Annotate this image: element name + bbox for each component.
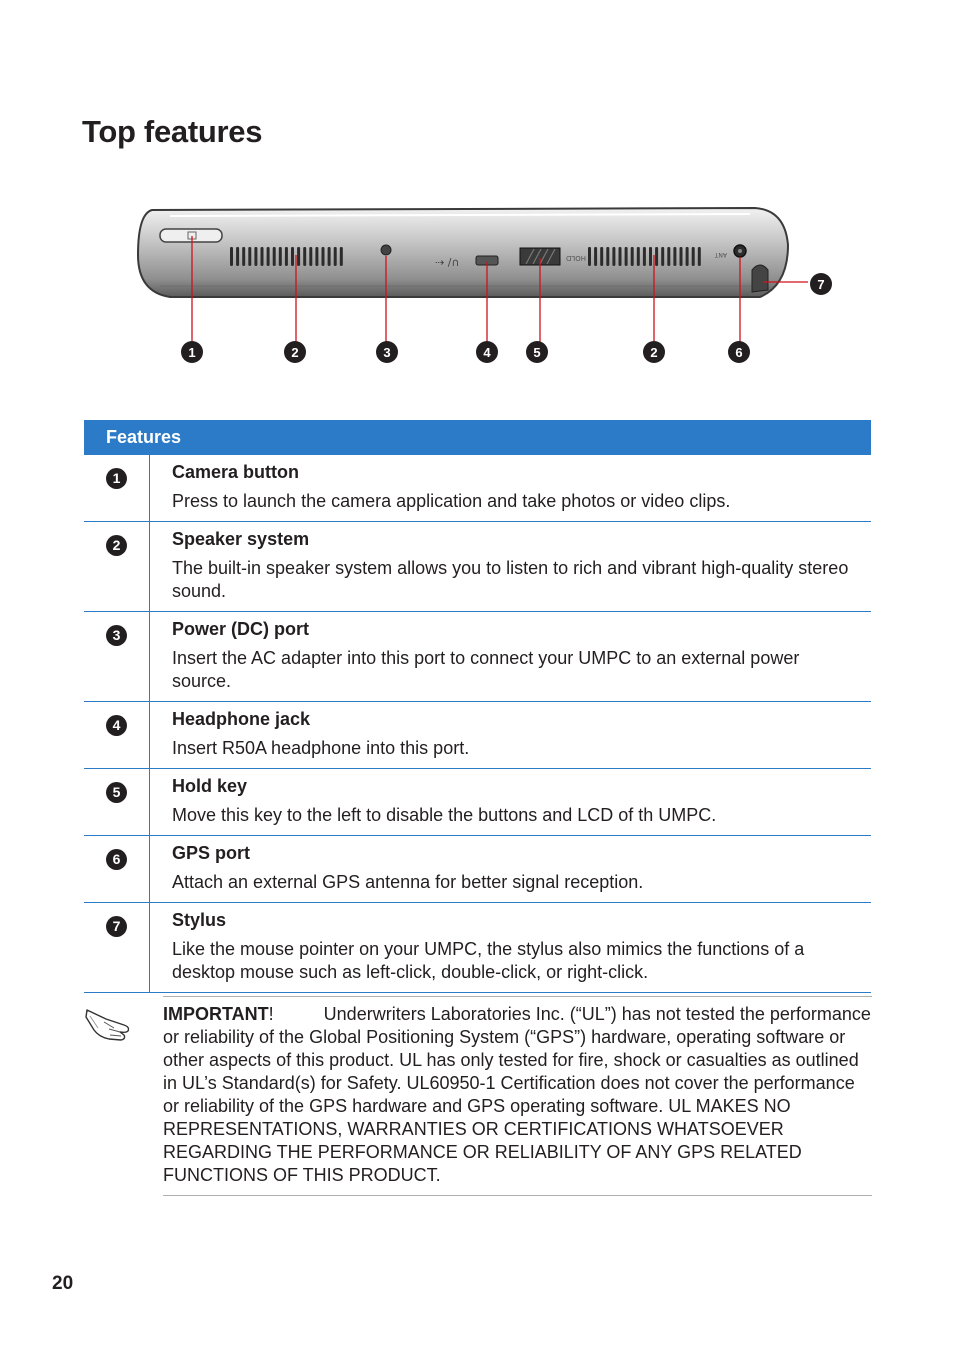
feature-number-cell (84, 836, 150, 903)
feature-description-cell (150, 455, 872, 522)
feature-name: Hold key (172, 776, 248, 796)
speaker-slot (248, 247, 251, 266)
speaker-slot (612, 247, 615, 266)
callout-label: 4 (483, 345, 491, 360)
speaker-slot (637, 247, 640, 266)
speaker-slot (254, 247, 257, 266)
speaker-slot (673, 247, 676, 266)
feature-row (84, 769, 871, 836)
speaker-slot (328, 247, 331, 266)
device-body (138, 208, 788, 297)
feature-description-cell (150, 769, 872, 836)
feature-number-cell (84, 522, 150, 612)
feature-name: GPS port (172, 843, 251, 863)
speaker-slot (242, 247, 245, 266)
stylus-shape (752, 265, 768, 292)
feature-row (84, 522, 871, 612)
features-table-body (84, 455, 871, 993)
feature-description: Insert R50A headphone into this port. (172, 738, 470, 758)
feature-description-cell (150, 836, 872, 903)
speaker-slot (322, 247, 325, 266)
callout-label: 5 (533, 345, 541, 360)
speaker-slot (625, 247, 628, 266)
important-note (163, 996, 872, 1196)
feature-number-badge: 7 (106, 916, 127, 937)
speaker-slot (594, 247, 597, 266)
device-illustration (130, 200, 840, 375)
features-table-header: Features (84, 420, 871, 455)
feature-number-badge: 5 (106, 782, 127, 803)
feature-number-cell (84, 455, 150, 522)
speaker-slot (698, 247, 701, 266)
feature-description-cell (150, 702, 872, 769)
page-title: Top features (82, 114, 263, 149)
callout-label: 2 (650, 345, 658, 360)
feature-description: Move this key to the left to disable the buttons and LCD of th UMPC. (172, 805, 717, 825)
feature-name: Headphone jack (172, 709, 311, 729)
speaker-slot (315, 247, 318, 266)
feature-number-badge: 2 (106, 535, 127, 556)
speaker-slot (334, 247, 337, 266)
speaker-slot (267, 247, 270, 266)
speaker-slot (643, 247, 646, 266)
callout-label: 3 (383, 345, 391, 360)
feature-number-badge: 6 (106, 849, 127, 870)
feature-description-cell (150, 612, 872, 702)
callout-label: 6 (735, 345, 743, 360)
speaker-slot (303, 247, 306, 266)
feature-row (84, 702, 871, 769)
speaker-slot (297, 247, 300, 266)
feature-description-cell (150, 903, 872, 993)
feature-description: Attach an external GPS antenna for better signal reception. (172, 872, 644, 892)
speaker-slot (273, 247, 276, 266)
features-table-header-row (84, 420, 871, 455)
important-label: IMPORTANT (163, 1004, 269, 1024)
feature-number-cell (84, 612, 150, 702)
feature-name: Speaker system (172, 529, 310, 549)
speaker-slot (619, 247, 622, 266)
speaker-slot (606, 247, 609, 266)
callout-label: 1 (188, 345, 196, 360)
device-top-view-figure (130, 200, 840, 375)
speaker-slot (588, 247, 591, 266)
page-number: 20 (52, 1273, 74, 1294)
feature-description: The built-in speaker system allows you to listen to rich and vibrant high-quality stereo sound. (172, 558, 849, 601)
pointing-hand-icon (84, 1002, 134, 1044)
important-label-suffix: ! (268, 1004, 274, 1024)
speaker-slot (692, 247, 695, 266)
dc-port-shape (381, 245, 391, 255)
speaker-slot (340, 247, 343, 266)
callout-label: 7 (817, 277, 825, 292)
feature-name: Stylus (172, 910, 227, 930)
speaker-slot (236, 247, 239, 266)
hold-label: HOLD (565, 254, 586, 262)
speaker-slot (285, 247, 288, 266)
speaker-slot (291, 247, 294, 266)
feature-row (84, 612, 871, 702)
feature-row (84, 903, 871, 993)
feature-description: Like the mouse pointer on your UMPC, the stylus also mimics the functions of a desktop mouse such as left-click, double-click, or right-click. (172, 939, 805, 982)
feature-number-cell (84, 769, 150, 836)
speaker-slot (631, 247, 634, 266)
speaker-slot (655, 247, 658, 266)
feature-description: Press to launch the camera application and take photos or video clips. (172, 491, 731, 511)
usb-headphone-symbol: ⇢ /∩ (435, 256, 460, 269)
speaker-slot (600, 247, 603, 266)
feature-number-badge: 3 (106, 625, 127, 646)
speaker-slot (680, 247, 683, 266)
feature-row (84, 836, 871, 903)
speaker-slot (686, 247, 689, 266)
feature-name: Power (DC) port (172, 619, 309, 639)
feature-number-cell (84, 702, 150, 769)
feature-row (84, 455, 871, 522)
feature-number-cell (84, 903, 150, 993)
ant-label: ANT (714, 251, 727, 258)
speaker-slot (261, 247, 264, 266)
features-table (84, 420, 871, 993)
feature-description: Insert the AC adapter into this port to connect your UMPC to an external power source. (172, 648, 800, 691)
feature-description-cell (150, 522, 872, 612)
important-note-text: Underwriters Laboratories Inc. (“UL”) has not tested the performance or reliability of the Global Positioning System (“GPS”) hardware, operating software or other aspects of this product. UL has only tested for fire, shock or casualties as outlined in UL’s Standard(s) for Safety. UL60950-1 Certification does not cover the performance or reliability of the GPS hardware and GPS operating software. UL MAKES NO REPRESENTATIONS, WARRANTIES OR CERTIFICATIONS WHATSOEVER REGARDING THE PERFORMANCE OR RELIABILITY OF ANY GPS RELATED FUNCTIONS OF THIS PRODUCT. (163, 1004, 871, 1185)
speaker-slot (661, 247, 664, 266)
speaker-slot (309, 247, 312, 266)
camera-button-shape (160, 229, 222, 242)
speaker-slot (667, 247, 670, 266)
speaker-slot (649, 247, 652, 266)
callout-label: 2 (291, 345, 299, 360)
feature-name: Camera button (172, 462, 300, 482)
feature-number-badge: 4 (106, 715, 127, 736)
speaker-slot (279, 247, 282, 266)
feature-number-badge: 1 (106, 468, 127, 489)
speaker-slot (230, 247, 233, 266)
